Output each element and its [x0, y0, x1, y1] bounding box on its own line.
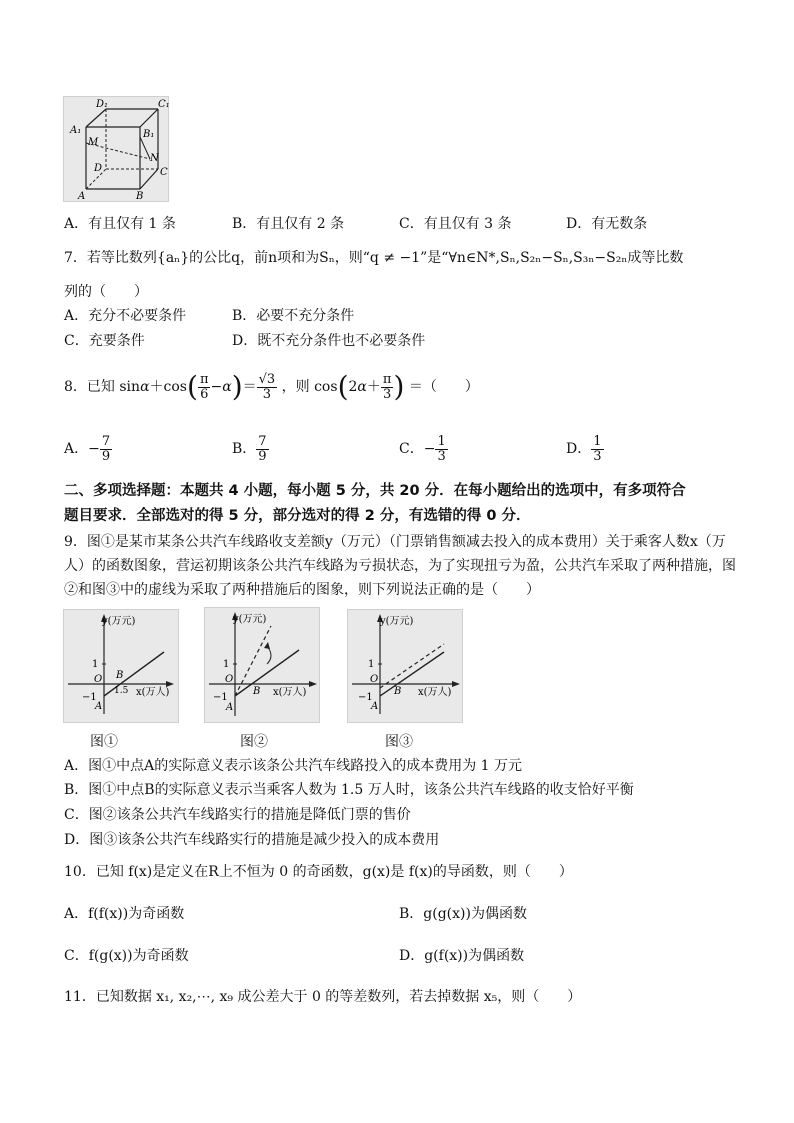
fig1-point-a: A	[95, 701, 103, 712]
q8-option-b-label: B．	[232, 441, 257, 457]
label-b: B	[136, 191, 144, 202]
fig3-point-b: B	[394, 686, 402, 697]
q8-option-a-den: 9	[101, 448, 111, 464]
q8-option-c-label: C．	[399, 441, 424, 457]
q7-option-a: A．充分不必要条件	[64, 308, 187, 324]
q9-option-d: D．图③该条公共汽车线路实行的措施是减少投入的成本费用	[64, 832, 440, 848]
fig1-origin: O	[94, 674, 103, 685]
section2-heading-line2: 题目要求．全部选对的得 5 分，部分选对的得 2 分，有选错的得 0 分．	[64, 508, 531, 524]
fig1-neg-one: −1	[82, 692, 97, 703]
q8-option-b-den: 9	[258, 448, 267, 464]
q8-option-d-num: 1	[593, 433, 602, 449]
fig2-neg-one: −1	[213, 692, 228, 703]
q11-stem: 11．已知数据 x₁, x₂,⋯, x₉ 成公差大于 0 的等差数列，若去掉数据 x₅，则（ ）	[64, 989, 582, 1005]
q9-figure-3-caption: 图③	[385, 734, 413, 750]
q6-option-a: A．有且仅有 1 条	[64, 216, 176, 232]
q10-option-d: D．g(f(x))为偶函数	[399, 948, 525, 964]
q7-stem-line2: 列的（ ）	[64, 284, 148, 300]
fig3-origin: O	[370, 674, 379, 685]
fig1-one: 1	[92, 659, 99, 670]
q8-formula-1: sinα＋cos( $\frac{\pi}{6}$ −α)＝ $\frac{√3}{3}$	[119, 370, 276, 403]
q7-stem-line1: 7．若等比数列{aₙ}的公比q，前n项和为Sₙ，则“q ≠ −1”是“∀n∈N*,Sₙ,S₂ₙ−Sₙ,S₃ₙ−S₂ₙ成等比数	[64, 250, 684, 266]
q9-stem-line3: ②和图③中的虚线为采取了两种措施后的图象，则下列说法正确的是（ ）	[64, 582, 540, 598]
q9-option-b: B．图①中点B的实际意义表示当乘客人数为 1.5 万人时，该条公共汽车线路的收支恰好平衡	[64, 782, 634, 798]
q8-mid: ，则	[281, 379, 310, 395]
fig3-ylabel: y(万元)	[380, 616, 414, 627]
q8-option-b	[232, 432, 269, 466]
fig3-neg-one: −1	[358, 692, 373, 703]
q8-option-a	[64, 432, 112, 466]
q9-figure-3	[347, 609, 463, 723]
fig3-xlabel: x(万人)	[418, 687, 452, 698]
q8-option-c-den: 3	[437, 448, 446, 464]
q6-option-b: B．有且仅有 2 条	[232, 216, 345, 232]
label-a1: A₁	[70, 125, 82, 136]
fig1-xlabel: x(万人)	[136, 687, 170, 698]
q7-option-d: D．既不充分条件也不必要条件	[232, 333, 426, 349]
q9-figure-1-caption: 图①	[90, 734, 118, 750]
q8-suffix: ＝（ ）	[408, 379, 479, 395]
q9-option-c: C．图②该条公共汽车线路实行的措施是降低门票的售价	[64, 807, 411, 823]
label-m: M	[88, 137, 99, 148]
q7-option-b: B．必要不充分条件	[232, 308, 355, 324]
q10-option-a: A．f(f(x))为奇函数	[64, 906, 185, 922]
section2-heading-line1: 二、多项选择题：本题共 4 小题，每小题 5 分，共 20 分．在每小题给出的选项中，有多项符合	[64, 483, 686, 499]
fig1-tick: 1.5	[114, 686, 129, 696]
q8-option-d	[566, 432, 604, 466]
label-c: C	[160, 167, 168, 178]
q8-option-a-sign: −	[88, 441, 100, 457]
fig3-point-a: A	[371, 701, 379, 712]
q10-option-c: C．f(g(x))为奇函数	[64, 948, 189, 964]
fig2-xlabel: x(万人)	[273, 687, 307, 698]
q8-option-d-label: D．	[566, 441, 592, 457]
q9-figure-1	[63, 609, 179, 723]
fig1-ylabel: y(万元)	[102, 616, 136, 627]
q8-option-b-num: 7	[258, 433, 267, 449]
q10-option-b: B．g(g(x))为偶函数	[399, 906, 527, 922]
q10-stem: 10．已知 f(x)是定义在R上不恒为 0 的奇函数，g(x)是 f(x)的导函数，则（ ）	[64, 864, 573, 880]
q6-option-c: C．有且仅有 3 条	[399, 216, 512, 232]
label-d1: D₁	[96, 99, 109, 110]
q9-figure-2-caption: 图②	[240, 734, 268, 750]
q9-option-a: A．图①中点A的实际意义表示该条公共汽车线路投入的成本费用为 1 万元	[64, 758, 523, 774]
q8-stem	[64, 372, 479, 402]
q6-option-d: D．有无数条	[566, 216, 648, 232]
q9-stem-line1: 9．图①是某市某条公共汽车线路收支差额y（万元）（门票销售额减去投入的成本费用）关于乘客人数x（万	[64, 534, 726, 550]
q9-stem-line2: 人）的函数图象，营运初期该条公共汽车线路为亏损状态，为了实现扭亏为盈，公共汽车采取了两种措施，图	[64, 558, 736, 574]
q9-figure-2	[204, 607, 320, 723]
label-d: D	[94, 163, 103, 174]
fig2-one: 1	[223, 659, 230, 670]
fig2-origin: O	[225, 674, 234, 685]
q8-option-d-den: 3	[593, 448, 602, 464]
fig2-ylabel: y(万元)	[233, 614, 267, 625]
cube-figure	[63, 96, 169, 202]
q8-option-c	[399, 432, 448, 466]
label-a: A	[78, 191, 86, 202]
fig2-point-a: A	[226, 702, 234, 713]
fig1-point-b: B	[116, 670, 124, 681]
label-n: N	[150, 153, 159, 164]
cube-diagram	[64, 97, 168, 201]
fig2-point-b: B	[253, 686, 261, 697]
q8-option-a-num: 7	[101, 433, 111, 449]
q8-prefix: 8．已知	[64, 379, 115, 395]
q8-option-a-label: A．	[64, 441, 89, 457]
label-c1: C₁	[158, 99, 170, 110]
q8-option-c-sign: −	[423, 441, 436, 457]
fig3-one: 1	[368, 659, 375, 670]
q7-option-c: C．充要条件	[64, 333, 145, 349]
label-b1: B₁	[143, 129, 155, 140]
q8-option-c-num: 1	[437, 433, 446, 449]
q8-formula-2: cos(2α＋ $\frac{\pi}{3}$ )	[314, 370, 405, 403]
